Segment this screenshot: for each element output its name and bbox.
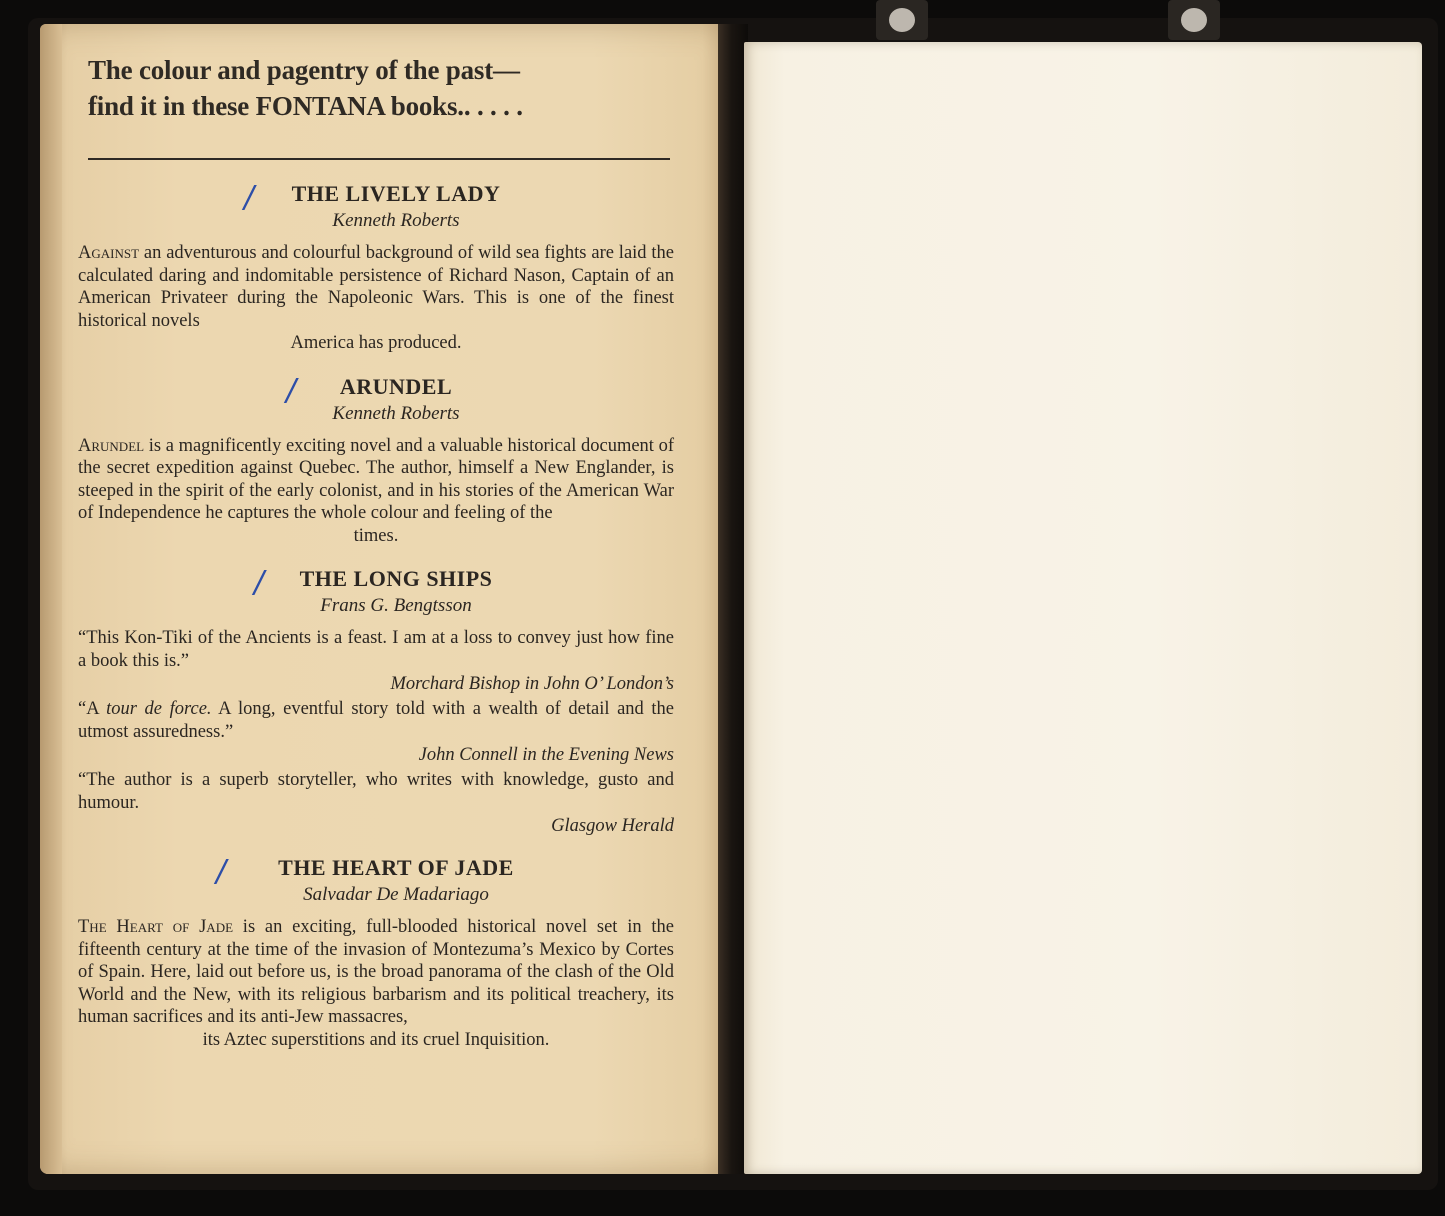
lead-word: “The: [78, 770, 115, 790]
review-quote: [78, 627, 674, 672]
book-entry: [78, 180, 674, 355]
headline-line-2: find it in these FONTANA books.. . . . .: [88, 91, 523, 121]
quote-text: Kon-Tiki of the Ancients is a feast. I am at a loss to convey just how fine a book this is.”: [78, 628, 674, 671]
quote-attribution: Morchard Bishop in John O’ London’s: [390, 674, 674, 694]
book-description: [78, 916, 674, 1029]
clip-right: [1168, 0, 1220, 40]
description-text: is a magnificently exciting novel and a valuable historical document of the secret expedition against Quebec. The author, himself a New Englander, is steeped in the spirit of the early colonist, and in his stories of the American War of Independence he captures the whole colour and feeling of the: [78, 435, 674, 523]
quote-text: A long, eventful story told with a wealth of detail and the utmost assuredness.”: [78, 699, 674, 742]
book-title: THE HEART OF JADE: [278, 855, 514, 880]
book-author: Kenneth Roberts: [332, 402, 460, 424]
page-edge: [40, 24, 62, 1174]
quote-open: “A: [78, 699, 107, 719]
book-description: [78, 435, 674, 525]
description-text: is an exciting, full-blooded historical novel set in the fifteenth century at the time of the invasion of Montezuma’s Mexico by Cortes of Spain. Here, laid out before us, is the broad panorama of the clash of the Old World and the New, with its religious barbarism and its political treachery, its human sacrifices and its anti-Jew massacres,: [78, 917, 674, 1027]
book-author: Frans G. Bengtsson: [320, 595, 472, 616]
description-last-line: times.: [353, 525, 399, 546]
pen-tick-mark: /: [286, 372, 297, 408]
quote-attribution: Glasgow Herald: [551, 816, 674, 836]
pen-tick-mark: /: [254, 565, 265, 600]
quote-italic: tour de force.: [106, 699, 212, 719]
headline-rule: [88, 158, 670, 160]
page-headline: [88, 52, 648, 124]
right-page-blank: [744, 42, 1422, 1174]
description-text: an adventurous and colourful background of wild sea fights are laid the calculated daring and indomitable persistence of Richard Nason, Captain of an American Privateer during the Napoleonic Wars. This is one of the finest historical novels: [78, 243, 674, 331]
description-last-line: America has produced.: [290, 333, 462, 353]
book-entry: [78, 565, 674, 838]
book-entry: [78, 373, 674, 548]
book-title: THE LIVELY LADY: [291, 181, 501, 206]
book-title: ARUNDEL: [339, 373, 453, 399]
quote-attribution: John Connell in the Evening News: [418, 745, 674, 765]
pen-tick-mark: /: [244, 180, 255, 215]
book-title: THE LONG SHIPS: [299, 566, 493, 591]
lead-word: “This: [78, 628, 120, 648]
lead-word: Arundel: [78, 435, 145, 456]
pen-tick-mark: /: [216, 854, 227, 889]
lead-word: The Heart of Jade: [78, 917, 234, 937]
book-entry: [78, 854, 674, 1051]
book-list: [78, 180, 674, 1051]
headline-line-1: The colour and pagentry of the past—: [88, 55, 520, 85]
book-description: [78, 242, 674, 332]
review-quote: [78, 698, 674, 743]
book-author: Salvadar De Madariago: [303, 884, 489, 905]
book-author: Kenneth Roberts: [332, 210, 460, 231]
lead-word: Against: [78, 243, 140, 263]
description-last-line: its Aztec superstitions and its cruel Inquisition.: [202, 1029, 550, 1050]
review-quote: [78, 769, 674, 814]
quote-text: author is a superb storyteller, who writes with knowledge, gusto and humour.: [78, 770, 674, 813]
clip-left: [876, 0, 928, 40]
